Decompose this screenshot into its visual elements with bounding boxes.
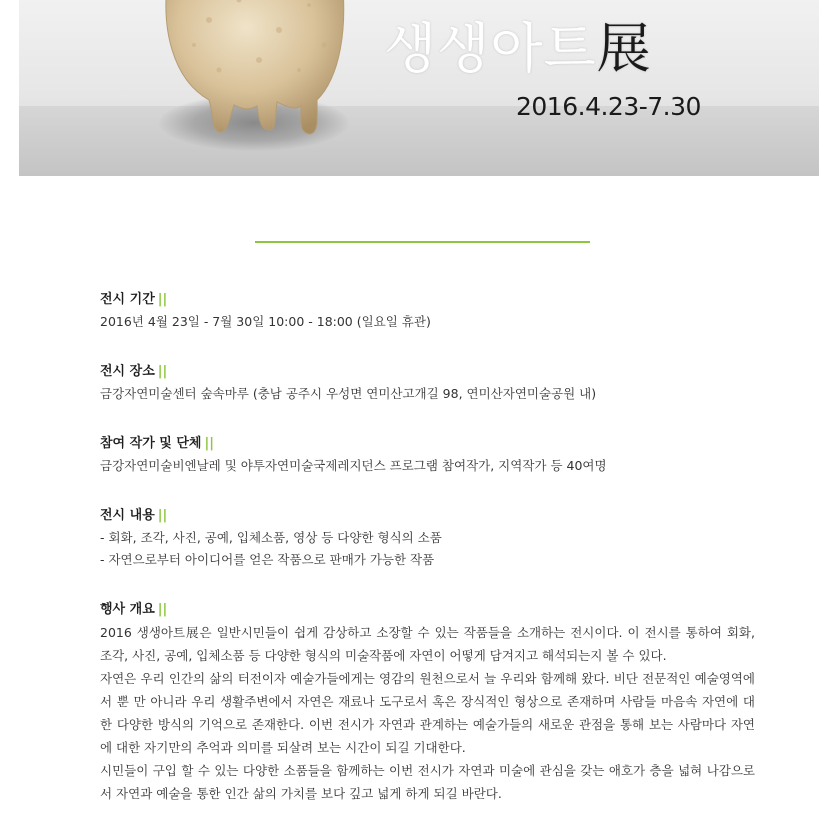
- section-marker: ||: [157, 508, 168, 523]
- artists-text: 금강자연미술비엔날레 및 야투자연미술국제레지던스 프로그램 참여작가, 지역작가 등 40여명: [100, 458, 607, 473]
- section-marker: ||: [157, 602, 168, 617]
- overview-paragraph: 자연은 우리 인간의 삶의 터전이자 예술가들에게는 영감의 원천으로서 늘 우리와 함께해 왔다. 비단 전문적인 예술영역에서 뿐 만 아니라 우리 생활주변에서 자연은 재료나 도구로서 혹은 장식적인 형상으로 존재하며 사람들 마음속 자연에 대한 다양한 방식의 기억으로 존재한다. 이번 전시가 자연과 관계하는 예술가들의 새로운 관점을 통해 보는 사람마다 자연에 대한 자기만의 추억과 의미를 되살려 보는 시간이 되길 기대한다.: [100, 671, 755, 755]
- section-venue: [100, 361, 755, 405]
- banner-title: [384, 6, 652, 83]
- overview-paragraph: 시민들이 구입 할 수 있는 다양한 소품들을 함께하는 이번 전시가 자연과 미술에 관심을 갖는 애호가 층을 넓혀 나감으로서 자연과 예술을 통한 인간 삶의 가치를 보다 깊고 넓게 하게 되길 바란다.: [100, 763, 755, 801]
- section-period: [100, 289, 755, 333]
- period-text: 2016년 4월 23일 - 7월 30일 10:00 - 18:00 (일요일 휴관): [100, 314, 431, 329]
- section-content: [100, 505, 755, 571]
- section-heading: 참여 작가 및 단체 ||: [100, 436, 214, 451]
- banner-title-hanja: 展: [596, 17, 652, 80]
- banner-dates: 2016.4.23-7.30: [516, 92, 701, 121]
- list-item: - 자연으로부터 아이디어를 얻은 작품으로 판매가 가능한 작품: [100, 552, 435, 567]
- section-marker: ||: [157, 292, 168, 307]
- section-overview: [100, 599, 755, 805]
- section-marker: ||: [204, 436, 214, 451]
- banner-title-korean: 생생아트: [384, 17, 597, 80]
- green-divider: [255, 241, 590, 243]
- section-marker: ||: [157, 364, 168, 379]
- section-heading: 전시 장소 ||: [100, 364, 168, 379]
- exhibition-banner: [19, 0, 819, 176]
- sculpture-image: [149, 0, 359, 140]
- section-artists: [100, 433, 755, 477]
- list-item: - 회화, 조각, 사진, 공예, 입체소품, 영상 등 다양한 형식의 소품: [100, 530, 442, 545]
- section-heading: 전시 기간 ||: [100, 292, 168, 307]
- section-heading: 전시 내용 ||: [100, 508, 168, 523]
- overview-paragraph: 2016 생생아트展은 일반시민들이 쉽게 감상하고 소장할 수 있는 작품들을 소개하는 전시이다. 이 전시를 통하여 회화, 조각, 사진, 공예, 입체소품 등 다양한 형식의 미술작품에 자연이 어떻게 담겨지고 해석되는지 볼 수 있다.: [100, 625, 755, 663]
- venue-text: 금강자연미술센터 숲속마루 (충남 공주시 우성면 연미산고개길 98, 연미산자연미술공원 내): [100, 386, 597, 401]
- section-heading: 행사 개요 ||: [100, 602, 168, 617]
- exhibition-info: [100, 289, 755, 805]
